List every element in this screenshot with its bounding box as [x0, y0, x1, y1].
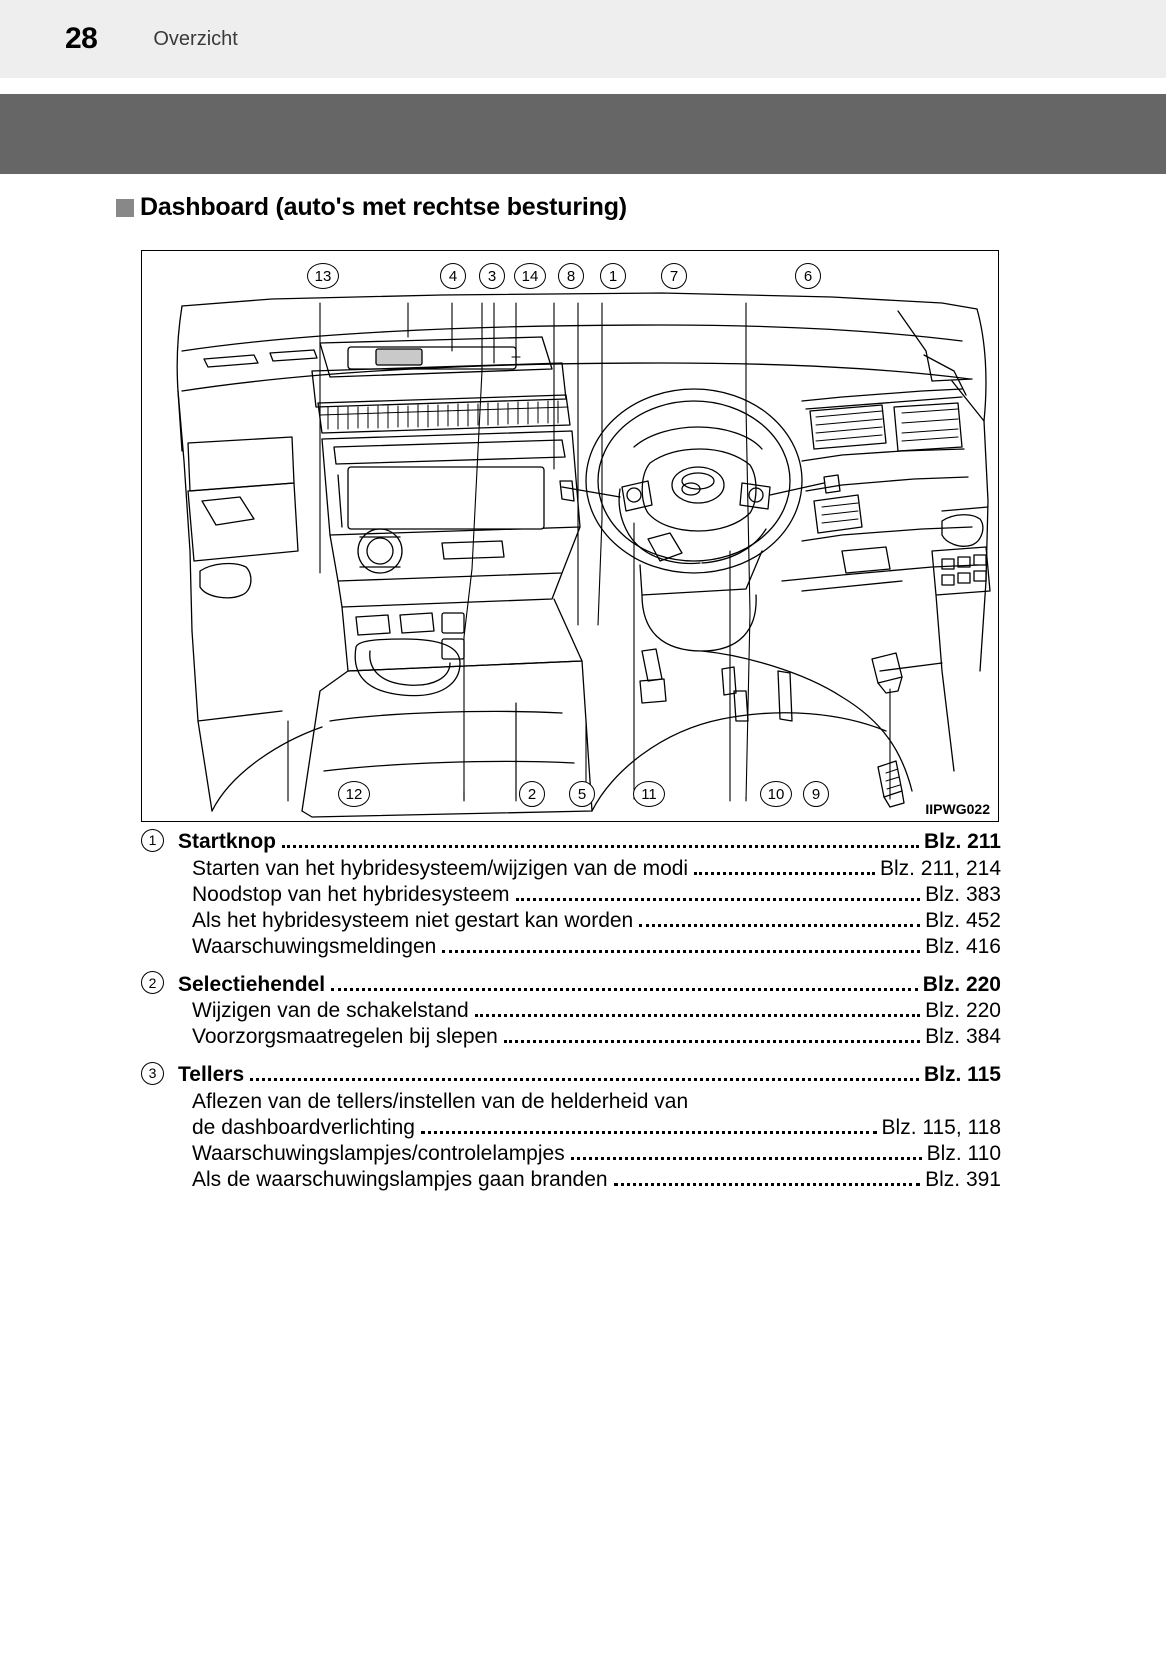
sub-item: [192, 1142, 1001, 1166]
leader-dots: [421, 1130, 877, 1134]
entry-page-ref: Blz. 220: [922, 972, 1001, 996]
leader-dots: [282, 844, 919, 848]
sub-item-page-ref: Blz. 416: [925, 934, 1001, 958]
list-item: [141, 830, 1001, 959]
entry-heading: [141, 1063, 1001, 1088]
leader-dots: [442, 949, 920, 953]
entry-title: Selectiehendel: [178, 972, 326, 996]
sub-item-page-ref: Blz. 220: [925, 999, 1001, 1022]
entry-title: Tellers: [178, 1063, 245, 1086]
chapter-title-label: Dashboard (auto's met rechtse besturing): [140, 193, 627, 221]
sub-item: [192, 935, 1001, 959]
sub-item-label: Waarschuwingslampjes/controlelampjes: [192, 1141, 565, 1165]
figure-callout-7: 7: [661, 263, 687, 289]
sub-item: [192, 1090, 1001, 1140]
figure-callout-2: 2: [519, 781, 545, 807]
sub-item-label: Waarschuwingsmeldingen: [192, 934, 437, 958]
figure-callout-13: 13: [307, 263, 339, 289]
sub-item-continuation: [192, 1116, 1001, 1140]
chapter-title: [116, 193, 627, 222]
sub-item: [192, 909, 1001, 933]
sub-item-label: Noodstop van het hybridesysteem: [192, 882, 510, 906]
entry-number-2: 2: [141, 971, 164, 994]
sub-item-page-ref: Blz. 110: [926, 1141, 1001, 1165]
leader-dots: [475, 1013, 920, 1017]
entry-title: Startknop: [178, 830, 277, 853]
leader-dots: [571, 1156, 922, 1160]
page-number: 28: [65, 22, 98, 55]
sub-item: [192, 1025, 1001, 1049]
leader-dots: [694, 871, 875, 875]
page-header: [0, 0, 1166, 78]
leader-dots: [331, 987, 918, 991]
figure-callout-14: 14: [514, 263, 546, 289]
figure-callout-6: 6: [795, 263, 821, 289]
sub-item-label: Voorzorgsmaatregelen bij slepen: [192, 1025, 498, 1048]
leader-dots: [250, 1077, 919, 1081]
entry-page-ref: Blz. 211: [923, 830, 1001, 853]
figure-code: IIPWG022: [925, 801, 990, 817]
sub-item-page-ref: Blz. 391: [925, 1167, 1001, 1191]
figure-callout-10: 10: [760, 781, 792, 807]
sub-item: [192, 857, 1001, 881]
dashboard-illustration: [141, 250, 999, 822]
entry-heading: [141, 830, 1001, 855]
figure-callout-8: 8: [558, 263, 584, 289]
entry-page-ref: Blz. 115: [923, 1063, 1001, 1086]
entry-number-1: 1: [141, 829, 164, 852]
sub-item-label: Als de waarschuwingslampjes gaan branden: [192, 1167, 608, 1191]
sub-item-label: Aflezen van de tellers/instellen van de helderheid van: [192, 1089, 689, 1113]
dashboard-line-drawing: [142, 251, 996, 819]
figure-callout-12: 12: [338, 781, 370, 807]
section-title: Overzicht: [153, 27, 238, 50]
sub-item: [192, 1168, 1001, 1192]
sub-item-page-ref: Blz. 452: [925, 908, 1001, 932]
square-bullet-icon: [116, 199, 134, 217]
leader-dots: [516, 897, 921, 901]
sub-item-label-line2: de dashboardverlichting: [192, 1115, 415, 1139]
sub-item-label: Als het hybridesysteem niet gestart kan worden: [192, 908, 634, 932]
sub-item-page-ref: Blz. 383: [925, 882, 1001, 906]
figure-callout-11: 11: [633, 781, 665, 807]
figure-callout-4: 4: [440, 263, 466, 289]
figure-callout-5: 5: [569, 781, 595, 807]
entry-number-3: 3: [141, 1062, 164, 1085]
sub-item: [192, 999, 1001, 1023]
sub-item-page-ref: Blz. 115, 118: [881, 1115, 1001, 1139]
entry-heading: [141, 973, 1001, 998]
figure-callout-1: 1: [600, 263, 626, 289]
list-item: [141, 973, 1001, 1050]
header-band: [0, 94, 1166, 174]
sub-item-label: Starten van het hybridesysteem/wijzigen van de modi: [192, 856, 689, 880]
reference-list: [141, 830, 1001, 1206]
leader-dots: [504, 1039, 920, 1043]
figure-callout-3: 3: [479, 263, 505, 289]
leader-dots: [639, 923, 920, 927]
sub-item-page-ref: Blz. 384: [925, 1025, 1001, 1048]
sub-item-page-ref: Blz. 211, 214: [879, 856, 1001, 880]
sub-item: [192, 883, 1001, 907]
leader-dots: [614, 1182, 921, 1186]
figure-callout-9: 9: [803, 781, 829, 807]
list-item: [141, 1063, 1001, 1192]
sub-item-label: Wijzigen van de schakelstand: [192, 999, 469, 1022]
